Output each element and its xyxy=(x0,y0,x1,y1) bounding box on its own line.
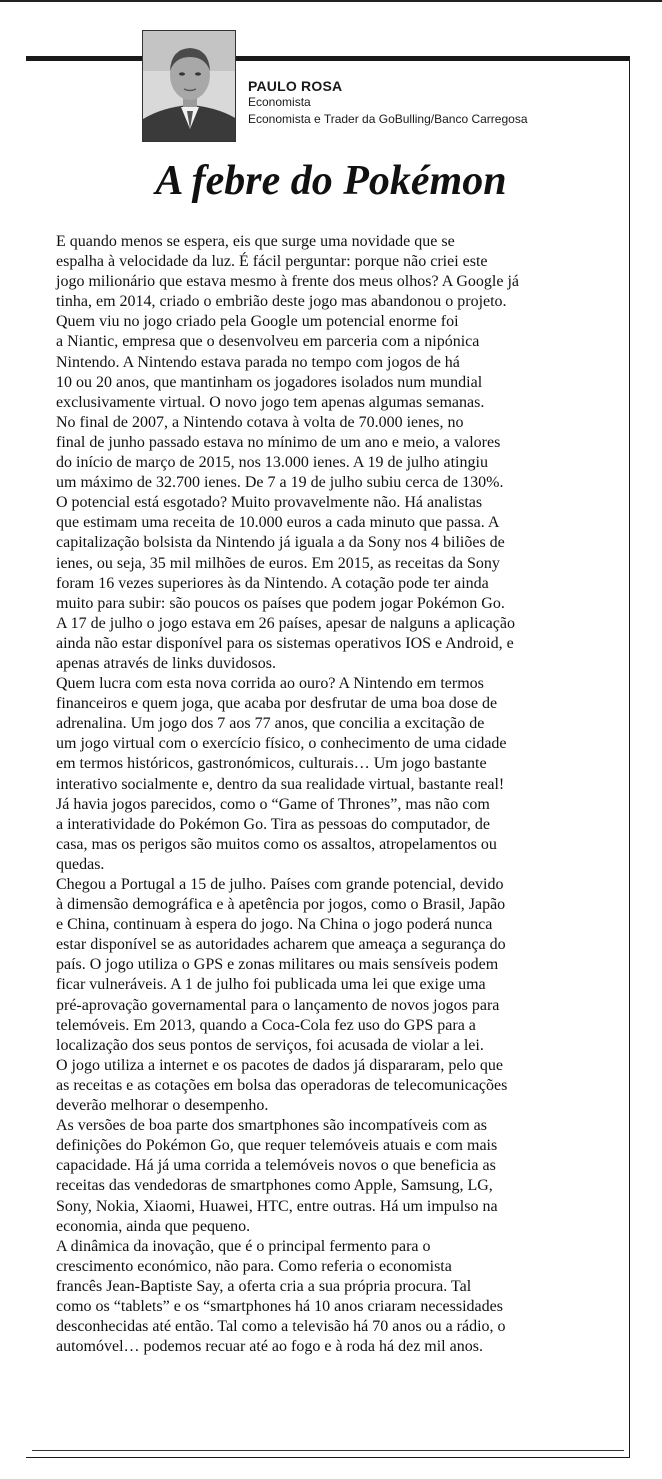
paragraph-line: foram 16 vezes superiores às da Nintendo. A cotação pode ter ainda xyxy=(56,574,489,592)
paragraph-line: e China, continuam à espera do jogo. Na China o jogo poderá nunca xyxy=(56,916,493,934)
paragraph-line: em termos históricos, gastronómicos, culturais… Um jogo bastante xyxy=(56,755,487,773)
paragraph-line: financeiros e quem joga, que acaba por desfrutar de uma boa dose de xyxy=(56,695,498,713)
article-paragraph xyxy=(40,312,620,412)
paragraph-line: final de junho passado estava no mínimo de um ano e meio, a valores xyxy=(56,433,501,451)
article-title: A febre do Pokémon xyxy=(155,158,507,204)
paragraph-line: definições do Pokémon Go, que requer telemóveis atuais e com mais xyxy=(56,1137,498,1155)
paragraph-line: Nintendo. A Nintendo estava parada no tempo com jogos de há xyxy=(56,353,460,371)
paragraph-line: um máximo de 32.700 ienes. De 7 a 19 de julho subiu cerca de 130%. xyxy=(56,474,504,492)
paragraph-line: crescimento económico, não para. Como referia o economista xyxy=(56,1257,452,1275)
paragraph-line: O potencial está esgotado? Muito provavelmente não. Há analistas xyxy=(56,494,483,512)
author-portrait-icon xyxy=(143,31,236,142)
paragraph-line: ficar vulneráveis. A 1 de julho foi publicada uma lei que exige uma xyxy=(56,976,486,994)
byline xyxy=(248,78,528,128)
article-paragraph xyxy=(40,875,620,1056)
paragraph-line: ainda não estar disponível para os sistemas operativos IOS e Android, e xyxy=(56,634,514,652)
paragraph-line: país. O jogo utiliza o GPS e zonas militares ou mais sensíveis podem xyxy=(56,956,499,974)
article-paragraph xyxy=(40,1056,620,1116)
paragraph-line: que estimam uma receita de 10.000 euros a cada minuto que passa. A xyxy=(56,514,500,532)
paragraph-line: Sony, Nokia, Xiaomi, Huawei, HTC, entre outras. Há um impulso na xyxy=(56,1197,498,1215)
paragraph-line: capacidade. Há já uma corrida a telemóveis novos o que beneficia as xyxy=(56,1157,496,1175)
author-role: Economista xyxy=(248,95,311,109)
paragraph-line: desconhecidas até então. Tal como a televisão há 70 anos ou a rádio, o xyxy=(56,1318,506,1336)
paragraph-line: Chegou a Portugal a 15 de julho. Países com grande potencial, devido xyxy=(56,876,504,893)
article-paragraph xyxy=(40,674,620,875)
paragraph-line: receitas das vendedoras de smartphones como Apple, Samsung, LG, xyxy=(56,1177,493,1195)
paragraph-line: interativo socialmente e, dentro da sua realidade virtual, bastante real! xyxy=(56,775,505,793)
paragraph-line: E quando menos se espera, eis que surge uma novidade que se xyxy=(56,233,455,250)
article-paragraph xyxy=(40,1237,620,1358)
paragraph-line: as receitas e as cotações em bolsa das operadoras de telecomunicações xyxy=(56,1076,508,1094)
paragraph-line: Já havia jogos parecidos, como o “Game of Thrones”, mas não com xyxy=(56,795,490,813)
paragraph-line: Quem lucra com esta nova corrida ao ouro? A Nintendo em termos xyxy=(56,675,484,693)
paragraph-line: um jogo virtual com o exercício físico, o conhecimento de uma cidade xyxy=(56,735,507,753)
paragraph-line: do início de março de 2015, nos 13.000 ienes. A 19 de julho atingiu xyxy=(56,454,488,472)
paragraph-line: localização dos seus pontos de serviços, foi acusada de violar a lei. xyxy=(56,1036,484,1054)
paragraph-line: a Niantic, empresa que o desenvolveu em parceria com a nipónica xyxy=(56,333,480,351)
paragraph-line: muito para subir: são poucos os países que podem jogar Pokémon Go. xyxy=(56,594,505,612)
article-paragraph xyxy=(40,232,620,312)
paragraph-line: à dimensão demográfica e à apetência por jogos, como o Brasil, Japão xyxy=(56,896,506,914)
paragraph-line: Quem viu no jogo criado pela Google um potencial enorme foi xyxy=(56,313,459,331)
article-bottom-rule xyxy=(32,1450,624,1451)
paragraph-line: a interatividade do Pokémon Go. Tira as pessoas do computador, de xyxy=(56,815,490,833)
paragraph-line: A 17 de julho o jogo estava em 26 países, apesar de nalguns a aplicação xyxy=(56,614,515,632)
article-paragraph xyxy=(40,413,620,674)
page-top-rule xyxy=(0,0,662,2)
paragraph-line: francês Jean-Baptiste Say, a oferta cria a sua própria procura. Tal xyxy=(56,1277,472,1295)
article-paragraph xyxy=(40,1116,620,1237)
paragraph-line: capitalização bolsista da Nintendo já iguala a da Sony nos 4 biliões de xyxy=(56,534,505,552)
paragraph-line: O jogo utiliza a internet e os pacotes de dados já dispararam, pelo que xyxy=(56,1056,503,1074)
author-name: PAULO ROSA xyxy=(248,78,343,94)
paragraph-line: deverão melhorar o desempenho. xyxy=(56,1097,269,1115)
paragraph-line: economia, ainda que pequeno. xyxy=(56,1217,251,1235)
paragraph-line: 10 ou 20 anos, que mantinham os jogadores isolados num mundial xyxy=(56,373,483,391)
paragraph-line: No final de 2007, a Nintendo cotava à volta de 70.000 ienes, no xyxy=(56,413,464,431)
paragraph-line: apenas através de links duvidosos. xyxy=(56,654,276,672)
paragraph-line: A dinâmica da inovação, que é o principal fermento para o xyxy=(56,1237,431,1255)
author-photo xyxy=(142,30,236,142)
article-body xyxy=(40,232,620,1357)
paragraph-line: quedas. xyxy=(56,855,105,873)
paragraph-line: As versões de boa parte dos smartphones são incompatíveis com as xyxy=(56,1117,488,1135)
paragraph-line: tinha, em 2014, criado o embrião deste jogo mas abandonou o projeto. xyxy=(56,293,507,311)
paragraph-line: telemóveis. Em 2013, quando a Coca-Cola fez uso do GPS para a xyxy=(56,1016,476,1034)
paragraph-line: ienes, ou seja, 35 mil milhões de euros. Em 2015, as receitas da Sony xyxy=(56,554,500,572)
paragraph-line: automóvel… podemos recuar até ao fogo e à roda há dez mil anos. xyxy=(56,1338,483,1356)
paragraph-line: jogo milionário que estava mesmo à frente dos meus olhos? A Google já xyxy=(56,273,520,291)
paragraph-line: estar disponível se as autoridades acharem que ameaça a segurança do xyxy=(56,936,506,954)
paragraph-line: adrenalina. Um jogo dos 7 aos 77 anos, que concilia a excitação de xyxy=(56,715,485,733)
paragraph-line: casa, mas os perigos são muitos como os assaltos, atropelamentos ou xyxy=(56,835,497,853)
paragraph-line: espalha à velocidade da luz. É fácil perguntar: porque não criei este xyxy=(56,253,488,271)
paragraph-line: pré-aprovação governamental para o lançamento de novos jogos para xyxy=(56,996,500,1014)
author-affiliation: Economista e Trader da GoBulling/Banco Carregosa xyxy=(248,112,528,126)
paragraph-line: como os “tablets” e os “smartphones há 10 anos criaram necessidades xyxy=(56,1297,503,1315)
paragraph-line: exclusivamente virtual. O novo jogo tem apenas algumas semanas. xyxy=(56,393,485,411)
